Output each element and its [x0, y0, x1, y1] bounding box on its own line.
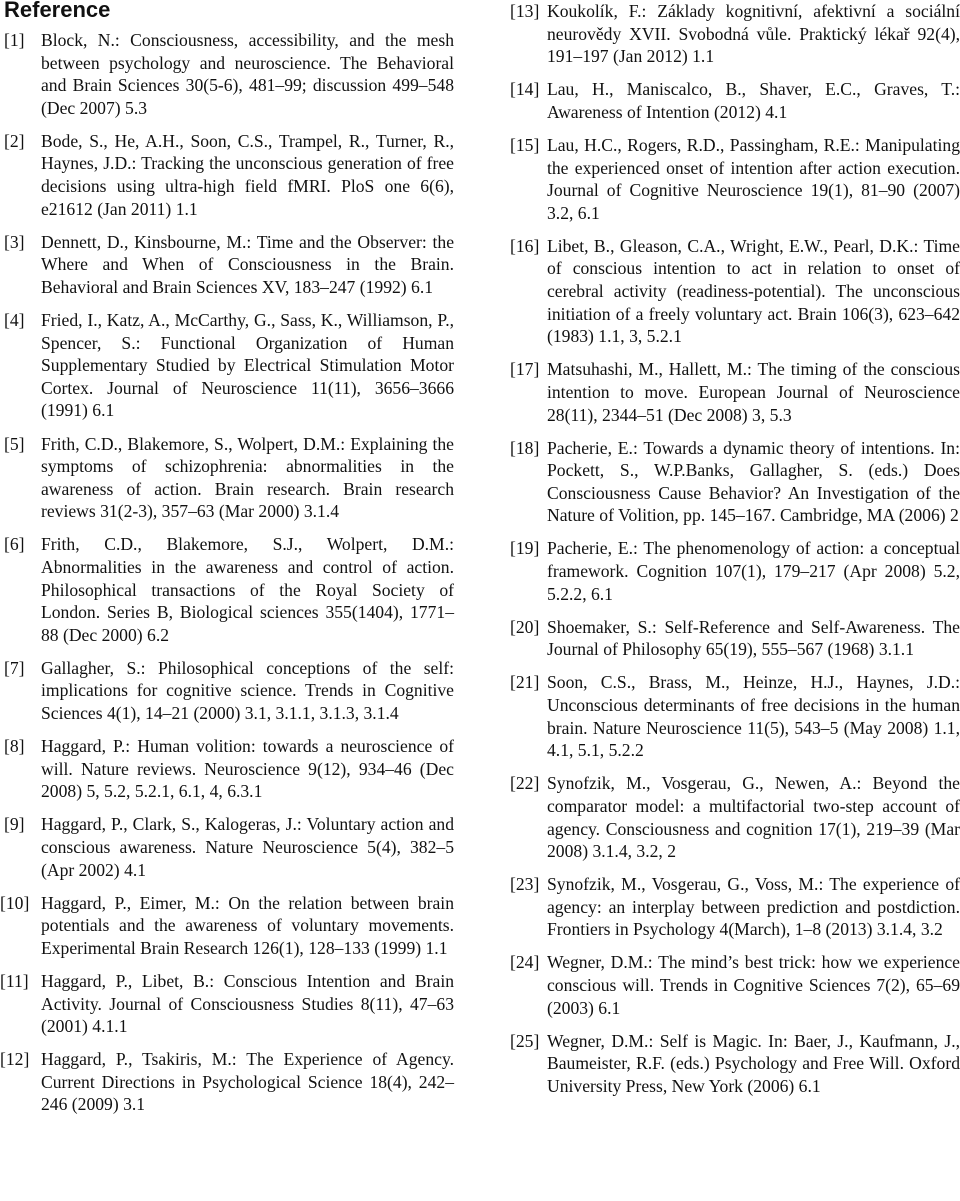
reference-item	[4, 813, 454, 881]
reference-number: [14]	[510, 79, 540, 100]
reference-item	[4, 309, 454, 422]
reference-item	[510, 951, 960, 1019]
reference-number: [17]	[510, 359, 540, 380]
reference-text: Synofzik, M., Vosgerau, G., Newen, A.: Beyond the comparator model: a multifactorial two-step account of agency. Consciousness and cognition 17(1), 219–39 (Mar 2008) 3.1.4, 3.2, 2	[547, 773, 960, 862]
reference-text: Koukolík, F.: Základy kognitivní, afektivní a sociální neurovědy XVII. Svobodná vůle. Praktický lékař 92(4), 191–197 (Jan 2012) 1.1	[547, 1, 960, 67]
reference-number: [16]	[510, 235, 540, 256]
reference-item	[510, 537, 960, 605]
reference-item	[510, 772, 960, 862]
reference-item	[4, 29, 454, 119]
reference-text: Wegner, D.M.: Self is Magic. In: Baer, J., Kaufmann, J., Baumeister, R.F. (eds.) Psychology and Free Will. Oxford University Press, New York (2006) 6.1	[547, 1030, 960, 1096]
references-heading: Reference	[4, 0, 111, 22]
reference-text: Shoemaker, S.: Self-Reference and Self-Awareness. The Journal of Philosophy 65(19), 555–567 (1968) 3.1.1	[547, 616, 960, 660]
reference-item	[4, 735, 454, 803]
reference-item	[510, 437, 960, 527]
reference-text: Haggard, P., Tsakiris, M.: The Experience of Agency. Current Directions in Psychological Science 18(4), 242–246 (2009) 3.1	[41, 1049, 454, 1115]
reference-item	[0, 970, 454, 1038]
reference-text: Lau, H., Maniscalco, B., Shaver, E.C., Graves, T.: Awareness of Intention (2012) 4.1	[547, 79, 960, 122]
reference-item	[510, 873, 960, 941]
reference-text: Block, N.: Consciousness, accessibility, and the mesh between psychology and neuroscience. The Behavioral and Brain Sciences 30(5-6), 481–99; discussion 499–548 (Dec 2007) 5.3	[41, 30, 454, 118]
reference-number: [24]	[510, 952, 540, 973]
reference-text: Pacherie, E.: The phenomenology of action: a conceptual framework. Cognition 107(1), 179–217 (Apr 2008) 5.2, 5.2.2, 6.1	[547, 538, 960, 604]
reference-item	[4, 130, 454, 220]
reference-text: Wegner, D.M.: The mind’s best trick: how we experience conscious will. Trends in Cognitive Sciences 7(2), 65–69 (2003) 6.1	[547, 952, 960, 1018]
reference-text: Dennett, D., Kinsbourne, M.: Time and the Observer: the Where and When of Consciousness in the Brain. Behavioral and Brain Sciences XV, 183–247 (1992) 6.1	[41, 231, 454, 297]
reference-number: [12]	[0, 1049, 30, 1070]
reference-text: Lau, H.C., Rogers, R.D., Passingham, R.E.: Manipulating the experienced onset of intention after action execution. Journal of Cognitive Neuroscience 19(1), 81–90 (2007) 3.2, 6.1	[547, 134, 960, 223]
references-column-right	[510, 0, 960, 1108]
reference-text: Haggard, P., Eimer, M.: On the relation between brain potentials and the awareness of voluntary movements. Experimental Brain Research 126(1), 128–133 (1999) 1.1	[41, 892, 454, 958]
reference-number: [20]	[510, 616, 540, 637]
reference-text: Pacherie, E.: Towards a dynamic theory of intentions. In: Pockett, S., W.P.Banks, Gallagher, S. (eds.) Does Consciousness Cause Behavior? An Investigation of the Nature of Volition, pp. 145–167. Cambridge, MA (2006) 2	[547, 437, 960, 526]
reference-number: [22]	[510, 773, 540, 794]
reference-number: [13]	[510, 1, 540, 21]
reference-item	[4, 657, 454, 725]
reference-number: [4]	[4, 310, 25, 331]
reference-item	[510, 1030, 960, 1098]
reference-text: Frith, C.D., Blakemore, S.J., Wolpert, D.M.: Abnormalities in the awareness and control of action. Philosophical transactions of the Royal Society of London. Series B, Biological sciences 355(1404), 1771–88 (Dec 2000) 6.2	[41, 534, 454, 645]
reference-item	[0, 892, 454, 960]
reference-item	[510, 0, 960, 68]
reference-item	[4, 433, 454, 523]
reference-number: [15]	[510, 134, 540, 155]
reference-number: [19]	[510, 538, 540, 559]
reference-number: [10]	[0, 892, 30, 913]
reference-text: Fried, I., Katz, A., McCarthy, G., Sass, K., Williamson, P., Spencer, S.: Functional Organization of Human Supplementary Studied by Electrical Stimulation Motor Cortex. Journal of Neuroscience 11(11), 3656–3666 (1991) 6.1	[41, 310, 454, 421]
reference-item	[510, 235, 960, 348]
reference-text: Gallagher, S.: Philosophical conceptions of the self: implications for cognitive science. Trends in Cognitive Sciences 4(1), 14–21 (2000) 3.1, 3.1.1, 3.1.3, 3.1.4	[41, 657, 454, 724]
reference-text: Synofzik, M., Vosgerau, G., Voss, M.: The experience of agency: an interplay between prediction and postdiction. Frontiers in Psychology 4(March), 1–8 (2013) 3.1.4, 3.2	[547, 874, 960, 940]
reference-item	[510, 78, 960, 123]
reference-item	[510, 358, 960, 426]
reference-number: [18]	[510, 437, 540, 458]
reference-number: [8]	[4, 736, 25, 757]
reference-text: Haggard, P., Clark, S., Kalogeras, J.: Voluntary action and conscious awareness. Nature Neuroscience 5(4), 382–5 (Apr 2002) 4.1	[41, 814, 454, 880]
reference-text: Haggard, P.: Human volition: towards a neuroscience of will. Nature reviews. Neuroscience 9(12), 934–46 (Dec 2008) 5, 5.2, 5.2.1, 6.1, 4, 6.3.1	[41, 736, 454, 802]
reference-number: [25]	[510, 1030, 540, 1051]
reference-item	[0, 1048, 454, 1116]
reference-number: [6]	[4, 534, 25, 555]
reference-number: [11]	[0, 970, 29, 991]
reference-number: [1]	[4, 30, 25, 50]
reference-number: [21]	[510, 672, 540, 693]
reference-number: [7]	[4, 657, 25, 678]
reference-number: [5]	[4, 433, 25, 454]
reference-text: Haggard, P., Libet, B.: Conscious Intention and Brain Activity. Journal of Consciousness Studies 8(11), 47–63 (2001) 4.1.1	[41, 970, 454, 1037]
reference-text: Matsuhashi, M., Hallett, M.: The timing of the conscious intention to move. European Journal of Neuroscience 28(11), 2344–51 (Dec 2008) 3, 5.3	[547, 359, 960, 425]
reference-number: [9]	[4, 814, 25, 835]
reference-item	[510, 134, 960, 224]
references-column-left	[0, 29, 454, 1127]
reference-text: Soon, C.S., Brass, M., Heinze, H.J., Haynes, J.D.: Unconscious determinants of free decisions in the human brain. Nature Neuroscience 11(5), 543–5 (May 2008) 1.1, 4.1, 5.1, 5.2.2	[547, 672, 960, 761]
reference-item	[4, 231, 454, 299]
reference-number: [23]	[510, 874, 540, 895]
reference-text: Frith, C.D., Blakemore, S., Wolpert, D.M.: Explaining the symptoms of schizophrenia: abnormalities in the awareness of action. Brain research. Brain research reviews 31(2-3), 357–63 (Mar 2000) 3.1.4	[41, 433, 454, 522]
reference-text: Bode, S., He, A.H., Soon, C.S., Trampel, R., Turner, R., Haynes, J.D.: Tracking the unconscious generation of free decisions using ultra-high field fMRI. PloS one 6(6), e21612 (Jan 2011) 1.1	[41, 130, 454, 219]
reference-text: Libet, B., Gleason, C.A., Wright, E.W., Pearl, D.K.: Time of conscious intention to act in relation to onset of cerebral activity (readiness-potential). The unconscious initiation of a freely voluntary act. Brain 106(3), 623–642 (1983) 1.1, 3, 5.2.1	[547, 235, 960, 347]
reference-item	[510, 671, 960, 761]
reference-number: [2]	[4, 130, 25, 151]
reference-item	[510, 616, 960, 661]
reference-item	[4, 533, 454, 646]
reference-number: [3]	[4, 231, 25, 252]
